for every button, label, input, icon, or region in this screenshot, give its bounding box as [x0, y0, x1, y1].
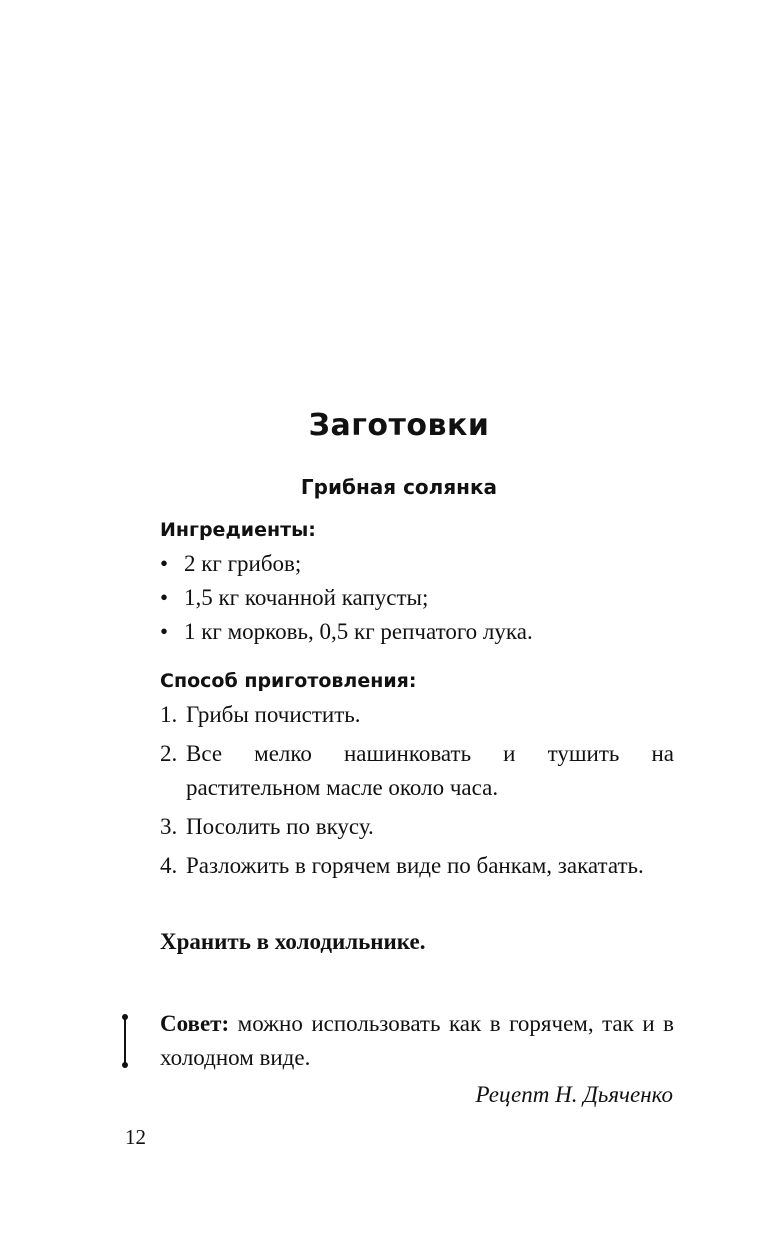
step-text: Посолить по вкусу. — [186, 814, 374, 839]
ingredients-list — [160, 547, 680, 649]
ingredient-item — [160, 547, 680, 581]
recipe-title: Грибная солянка — [300, 475, 498, 499]
step-text: Разложить в горячем виде по банкам, закатать. — [186, 853, 644, 878]
bullet-icon: • — [160, 551, 169, 576]
step-item — [160, 849, 674, 883]
step-item — [160, 737, 674, 805]
step-text: Грибы почистить. — [186, 702, 361, 727]
step-number: 3. — [160, 814, 178, 839]
tip-paragraph — [160, 1007, 674, 1075]
ingredient-text: 1,5 кг кочанной капусты; — [184, 585, 429, 610]
step-item — [160, 698, 674, 732]
step-number: 4. — [160, 853, 178, 878]
step-number: 2. — [160, 741, 178, 766]
tip-text: можно использовать как в горячем, так и в холодном виде. — [160, 1011, 674, 1070]
bullet-icon: • — [160, 619, 169, 644]
steps-list — [160, 698, 674, 888]
ingredient-item — [160, 615, 680, 649]
page-number: 12 — [125, 1125, 146, 1149]
ingredients-heading: Ингредиенты: — [160, 519, 316, 541]
ingredient-text: 1 кг морковь, 0,5 кг репчатого лука. — [184, 619, 533, 644]
tip-marker-icon — [121, 1014, 129, 1068]
step-text: Все мелко нашинковать и тушить на растительном масле около часа. — [186, 741, 674, 800]
storage-note: Хранить в холодильнике. — [160, 929, 426, 954]
ingredient-text: 2 кг грибов; — [184, 551, 302, 576]
method-heading: Способ приготовления: — [160, 670, 417, 692]
step-number: 1. — [160, 702, 178, 727]
recipe-attribution: Рецепт Н. Дьяченко — [475, 1082, 673, 1107]
bullet-icon: • — [160, 585, 169, 610]
ingredient-item — [160, 581, 680, 615]
tip-label: Совет: — [160, 1011, 230, 1036]
step-item — [160, 810, 674, 844]
chapter-title: Заготовки — [308, 408, 490, 443]
